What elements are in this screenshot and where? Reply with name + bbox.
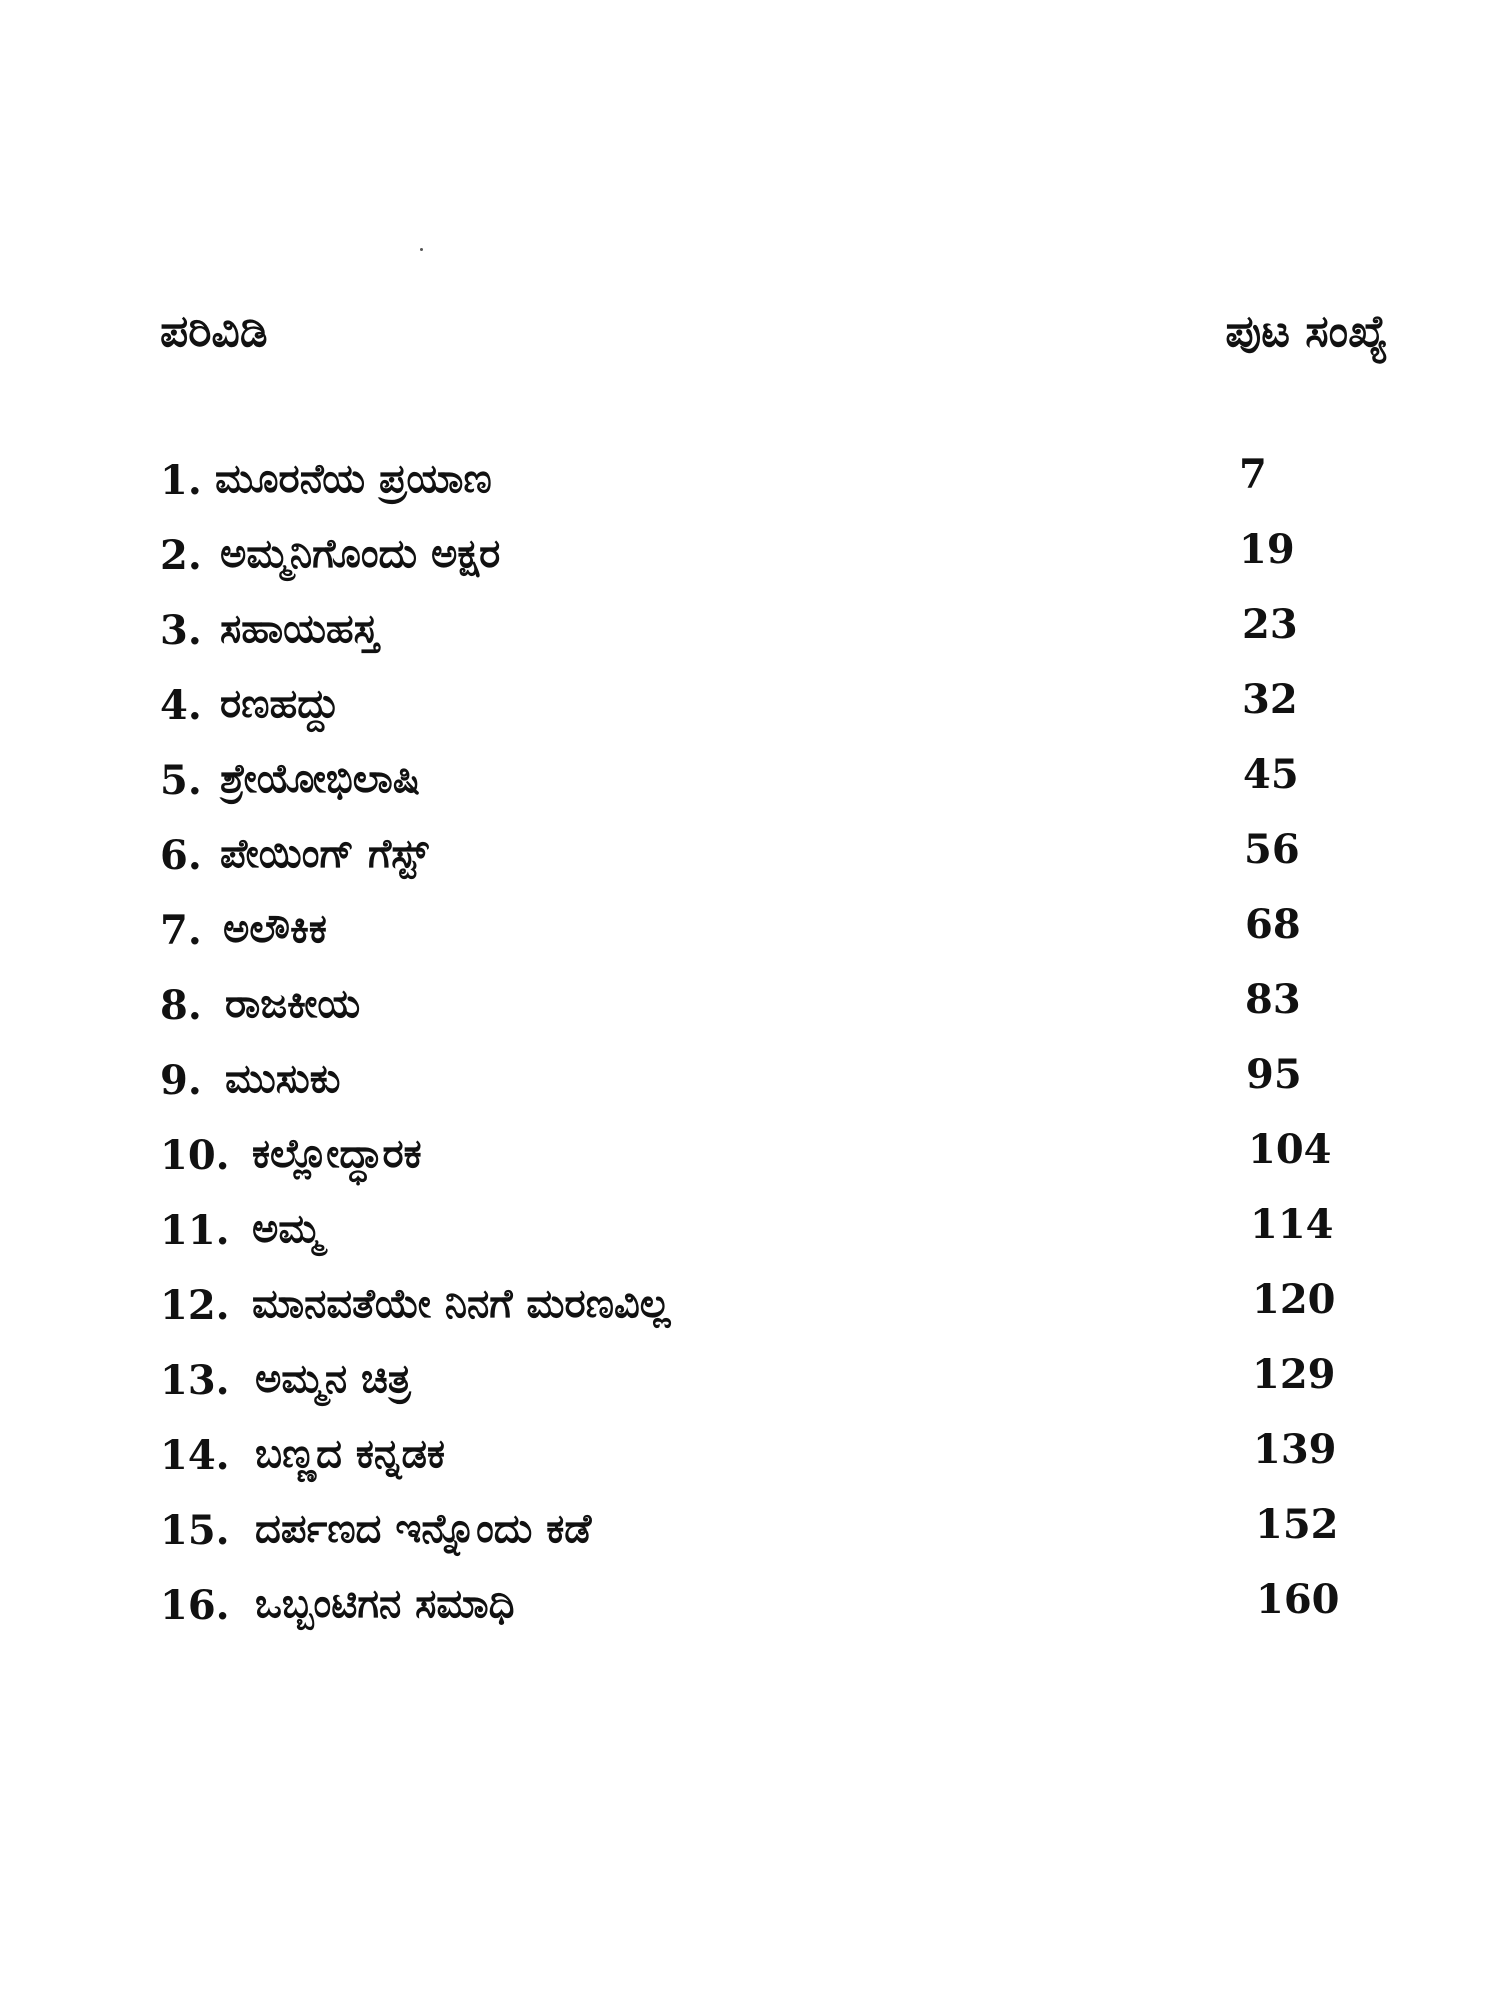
entry-title: ಅಲೌಕಿಕ bbox=[223, 906, 327, 952]
entry-title: ಮಾನವತೆಯೇ ನಿನಗೆ ಮರಣವಿಲ್ಲ bbox=[252, 1281, 671, 1327]
entry-page: 104 bbox=[1248, 1126, 1332, 1173]
toc-entry-4 bbox=[160, 676, 1340, 755]
entry-title: ಒಬ್ಬಂಟಿಗನ ಸಮಾಧಿ bbox=[255, 1581, 515, 1627]
toc-entry-13 bbox=[160, 1351, 1340, 1430]
entry-title: ಸಹಾಯಹಸ್ತ bbox=[220, 606, 379, 652]
entry-number: 15. bbox=[160, 1507, 230, 1554]
entry-number: 9. bbox=[160, 1057, 202, 1104]
toc-entry-8 bbox=[160, 976, 1340, 1055]
entry-number: 2. bbox=[160, 532, 202, 579]
entry-page: 129 bbox=[1252, 1351, 1336, 1398]
entry-number: 10. bbox=[160, 1132, 230, 1179]
entry-number: 3. bbox=[160, 607, 202, 654]
entry-number: 8. bbox=[160, 982, 202, 1029]
entry-page: 19 bbox=[1239, 526, 1295, 573]
entry-page: 152 bbox=[1255, 1501, 1339, 1548]
entry-number: 14. bbox=[160, 1432, 230, 1479]
entry-number: 5. bbox=[160, 757, 202, 804]
entry-title: ದರ್ಪಣದ ಇನ್ನೊಂದು ಕಡೆ bbox=[255, 1506, 592, 1552]
toc-entry-16 bbox=[160, 1576, 1340, 1655]
entry-page: 68 bbox=[1245, 901, 1301, 948]
entry-page: 45 bbox=[1243, 751, 1299, 798]
toc-entry-11 bbox=[160, 1201, 1340, 1280]
entry-number: 4. bbox=[160, 682, 202, 729]
entry-number: 13. bbox=[160, 1357, 230, 1404]
entry-title: ಮೂರನೆಯ ಪ್ರಯಾಣ bbox=[215, 456, 492, 502]
entry-title: ಮುಸುಕು bbox=[225, 1056, 341, 1102]
entry-number: 16. bbox=[160, 1582, 230, 1629]
entry-title: ಬಣ್ಣದ ಕನ್ನಡಕ bbox=[255, 1431, 445, 1477]
entry-page: 83 bbox=[1245, 976, 1301, 1023]
toc-entry-10 bbox=[160, 1126, 1340, 1205]
entry-page: 139 bbox=[1253, 1426, 1337, 1473]
entry-title: ಅಮ್ಮನಿಗೊಂದು ಅಕ್ಷರ bbox=[220, 531, 501, 577]
entry-number: 12. bbox=[160, 1282, 230, 1329]
entry-number: 1. bbox=[160, 457, 202, 504]
entry-page: 95 bbox=[1246, 1051, 1302, 1098]
entry-page: 160 bbox=[1256, 1576, 1340, 1623]
toc-entry-1 bbox=[160, 451, 1340, 530]
entry-page: 56 bbox=[1244, 826, 1300, 873]
entry-title: ರಣಹದ್ದು bbox=[220, 681, 340, 727]
toc-entry-12 bbox=[160, 1276, 1340, 1355]
entry-page: 120 bbox=[1252, 1276, 1336, 1323]
entry-number: 7. bbox=[160, 907, 202, 954]
page-number-heading: ಪುಟ ಸಂಖ್ಯೆ bbox=[1225, 306, 1388, 357]
entry-title: ಶ್ರೇಯೋಭಿಲಾಷಿ bbox=[220, 756, 420, 802]
entry-page: 114 bbox=[1250, 1201, 1334, 1248]
entry-title: ಕಲ್ಲೋದ್ಧಾರಕ bbox=[252, 1131, 422, 1177]
toc-entry-5 bbox=[160, 751, 1340, 830]
entry-title: ಅಮ್ಮ bbox=[252, 1206, 322, 1252]
entry-page: 23 bbox=[1242, 601, 1298, 648]
toc-entry-2 bbox=[160, 526, 1340, 605]
entry-number: 11. bbox=[160, 1207, 230, 1254]
contents-heading: ಪರಿವಿಡಿ bbox=[160, 306, 268, 357]
entry-page: 32 bbox=[1242, 676, 1298, 723]
toc-entry-6 bbox=[160, 826, 1340, 905]
toc-entry-15 bbox=[160, 1501, 1340, 1580]
toc-entry-3 bbox=[160, 601, 1340, 680]
toc-entry-14 bbox=[160, 1426, 1340, 1505]
toc-entry-9 bbox=[160, 1051, 1340, 1130]
toc-list bbox=[160, 451, 1340, 1655]
entry-title: ಅಮ್ಮನ ಚಿತ್ರ bbox=[255, 1356, 411, 1402]
toc-entry-7 bbox=[160, 901, 1340, 980]
paper-speck bbox=[420, 248, 423, 251]
entry-title: ಪೇಯಿಂಗ್ ಗೆಸ್ಟ್ bbox=[220, 831, 429, 877]
entry-number: 6. bbox=[160, 832, 202, 879]
entry-title: ರಾಜಕೀಯ bbox=[225, 981, 361, 1027]
entry-page: 7 bbox=[1239, 451, 1267, 498]
